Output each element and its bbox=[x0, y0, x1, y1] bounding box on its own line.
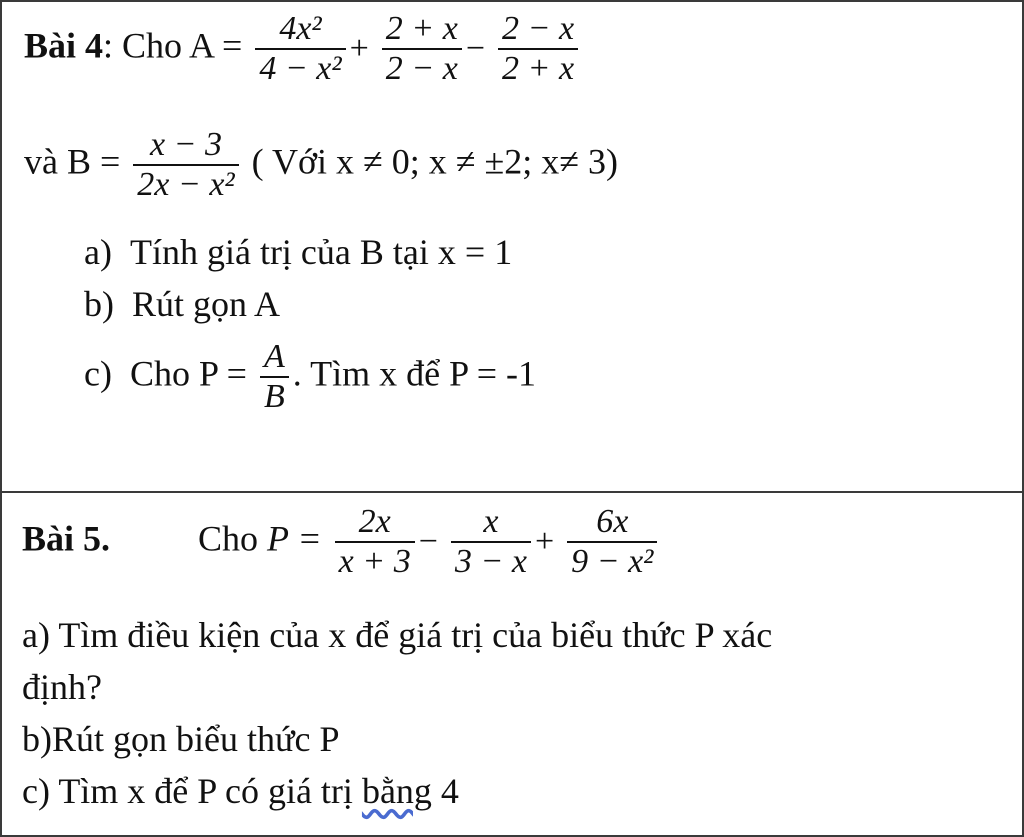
item-c-text-before: Cho P = bbox=[129, 353, 247, 394]
plus-sign: + bbox=[349, 30, 369, 68]
exercise-4-header bbox=[24, 10, 582, 88]
item-a-text: Tính giá trị của B tại x = 1 bbox=[129, 232, 513, 272]
exercise-5-header bbox=[22, 503, 661, 581]
exercise-4-item-b bbox=[84, 286, 280, 322]
exercise-4-intro: : Cho A = bbox=[103, 25, 243, 66]
minus-sign: − bbox=[418, 523, 438, 561]
exercise-4-item-a bbox=[84, 234, 512, 270]
spellcheck-underlined-word: bằng bbox=[361, 771, 432, 811]
exercise-5-item-a-line-1: a) Tìm điều kiện của x để giá trị của biểu thức P xác bbox=[22, 615, 773, 655]
p5-fraction-3 bbox=[567, 503, 657, 581]
item-c-text-after: 4 bbox=[431, 771, 459, 811]
a-fraction-3-denominator: 2 + x bbox=[502, 50, 575, 88]
exercise-5-item-c bbox=[22, 773, 459, 809]
b-definition-line bbox=[24, 126, 618, 204]
p5-fraction-2-numerator: x bbox=[451, 503, 531, 543]
a-fraction-3-numerator: 2 − x bbox=[498, 10, 578, 50]
item-b-text: Rút gọn A bbox=[132, 284, 281, 324]
a-fraction-1-numerator: 4x² bbox=[255, 10, 345, 50]
p5-fraction-2-denominator: 3 − x bbox=[454, 543, 527, 581]
exercise-5-intro: Cho bbox=[198, 518, 259, 559]
a-fraction-2 bbox=[382, 10, 462, 88]
p5-fraction-1-denominator: x + 3 bbox=[338, 543, 411, 581]
exercise-4-title: Bài 4 bbox=[24, 25, 104, 66]
minus-sign: − bbox=[465, 30, 486, 68]
exercise-4-item-c bbox=[84, 338, 536, 416]
b-definition-label: và B = bbox=[24, 141, 121, 182]
p-fraction bbox=[260, 338, 289, 416]
b-fraction bbox=[133, 126, 238, 204]
plus-sign: + bbox=[534, 523, 555, 561]
item-b-marker: b) bbox=[84, 284, 114, 324]
b-fraction-numerator: x − 3 bbox=[133, 126, 238, 166]
item-a-marker: a) bbox=[84, 232, 112, 272]
p5-fraction-2 bbox=[451, 503, 531, 581]
a-fraction-1-denominator: 4 − x² bbox=[259, 50, 342, 88]
item-c-text-before: c) Tìm x để P có giá trị bbox=[22, 771, 362, 811]
p-equals: P = bbox=[267, 518, 322, 559]
p5-fraction-1-numerator: 2x bbox=[335, 503, 415, 543]
exercise-5-cell bbox=[0, 491, 1024, 837]
a-fraction-2-numerator: 2 + x bbox=[382, 10, 462, 50]
a-fraction-3 bbox=[498, 10, 578, 88]
p-fraction-denominator: B bbox=[263, 378, 285, 416]
a-fraction-1 bbox=[255, 10, 345, 88]
exercise-5-item-b: b)Rút gọn biểu thức P bbox=[22, 719, 340, 759]
p5-fraction-3-denominator: 9 − x² bbox=[571, 543, 654, 581]
p-fraction-numerator: A bbox=[260, 338, 289, 378]
domain-condition: ( Với x ≠ 0; x ≠ ±2; x≠ 3) bbox=[251, 141, 619, 182]
item-c-marker: c) bbox=[84, 353, 112, 394]
p5-fraction-3-numerator: 6x bbox=[567, 503, 657, 543]
a-fraction-2-denominator: 2 − x bbox=[385, 50, 458, 88]
b-fraction-denominator: 2x − x² bbox=[137, 166, 235, 204]
p5-fraction-1 bbox=[335, 503, 415, 581]
exercise-5-title: Bài 5. bbox=[22, 518, 111, 559]
item-c-text-after: . Tìm x để P = -1 bbox=[292, 353, 537, 394]
exercise-5-item-a-line-2: định? bbox=[22, 667, 102, 707]
